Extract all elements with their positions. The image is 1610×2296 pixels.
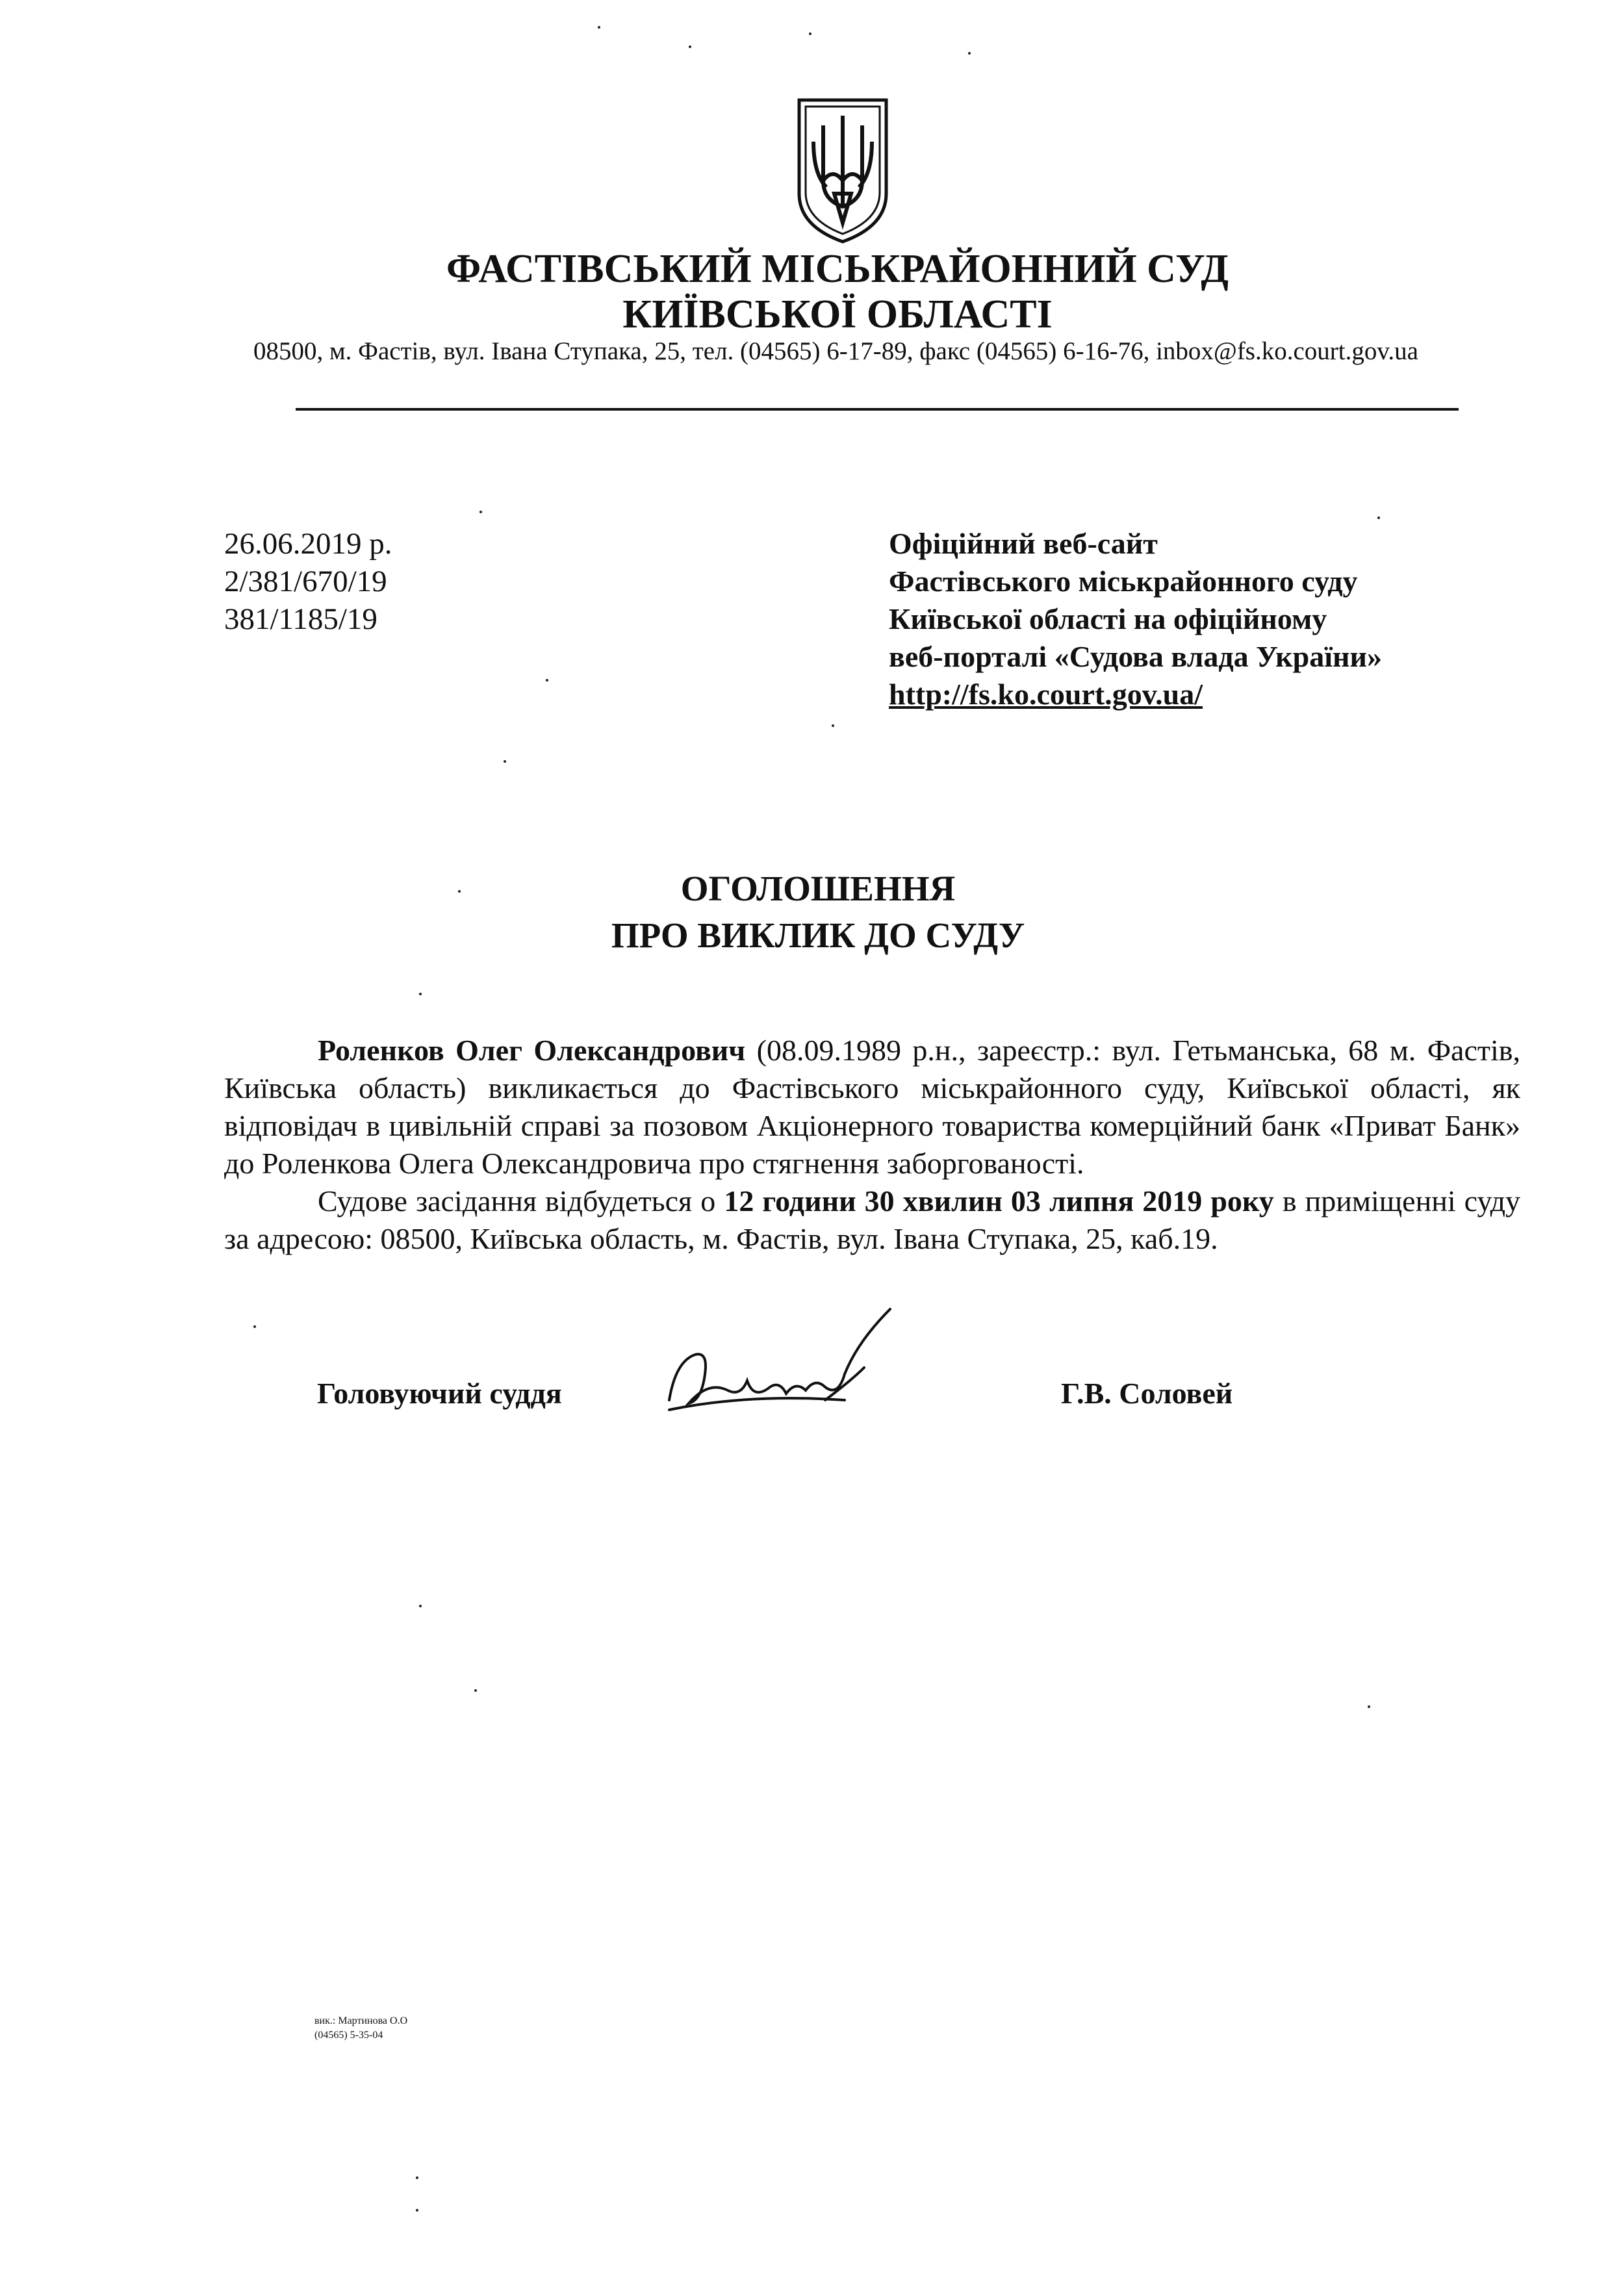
scan-speck xyxy=(474,1689,477,1692)
scan-speck xyxy=(546,679,548,682)
body-paragraph-1-text: (08.09.1989 р.н., зареєстр.: вул. Гетьманська, 68 м. Фастів, Київська область) викликається до Фастівського міськрайонного суду, Київської області, як відповідач в цивільній справі за позовом Акціонерного товариства комерційний банк «Приват Банк» до Роленкова Олега Олександровича про стягнення заборгованості. xyxy=(224,1034,1520,1180)
body-paragraph-2-start: Судове засідання відбудеться о xyxy=(318,1184,724,1218)
recipient-line3: Київської області на офіційному xyxy=(889,602,1327,635)
case-number-1: 2/381/670/19 xyxy=(224,565,387,598)
header-divider xyxy=(296,408,1459,411)
scan-speck xyxy=(689,45,691,48)
case-number-2: 381/1185/19 xyxy=(224,602,377,636)
recipient-website-link[interactable]: http://fs.ko.court.gov.ua/ xyxy=(889,678,1203,711)
body-paragraph-2 xyxy=(224,1182,1520,1258)
scan-speck xyxy=(968,52,971,55)
handwritten-signature-icon xyxy=(650,1303,910,1433)
recipient-line2: Фастівського міськрайонного суду xyxy=(889,565,1358,598)
scan-speck xyxy=(809,32,811,35)
scan-speck xyxy=(479,511,482,513)
scan-speck xyxy=(458,890,461,893)
document-meta xyxy=(224,525,392,638)
scan-speck xyxy=(416,2176,418,2179)
scan-speck xyxy=(504,760,506,763)
scan-speck xyxy=(419,993,422,995)
recipient-line1: Офіційний веб-сайт xyxy=(889,527,1158,560)
scan-speck xyxy=(598,26,600,29)
scan-speck xyxy=(1377,517,1380,519)
court-address: 08500, м. Фастів, вул. Івана Ступака, 25, тел. (04565) 6-17-89, факс (04565) 6-16-76, inbox@fs.ko.court.gov.ua xyxy=(253,337,1418,365)
notice-title: ОГОЛОШЕННЯ xyxy=(680,869,956,908)
body-paragraph-1 xyxy=(224,1032,1520,1182)
court-name-line1: ФАСТІВСЬКИЙ МІСЬКРАЙОННИЙ СУД xyxy=(446,247,1229,291)
court-name-line2: КИЇВСЬКОЇ ОБЛАСТІ xyxy=(622,292,1053,337)
signatory-role: Головуючий суддя xyxy=(317,1377,562,1410)
hearing-time: 12 години 30 хвилин 03 липня 2019 року xyxy=(724,1184,1274,1218)
scan-speck xyxy=(832,724,834,727)
scan-speck xyxy=(1368,1705,1370,1708)
document-date: 26.06.2019 р. xyxy=(224,527,392,561)
executor-phone: (04565) 5-35-04 xyxy=(314,2030,383,2041)
scan-speck xyxy=(416,2209,418,2212)
notice-body xyxy=(224,1032,1520,1258)
defendant-name: Роленков Олег Олександрович xyxy=(318,1034,746,1067)
signatory-name: Г.В. Соловей xyxy=(1061,1377,1233,1410)
body-paragraph-2-end: в приміщенні суду за адресою: 08500, Київська область, м. Фастів, вул. Івана Ступака, 25, каб.19. xyxy=(224,1184,1520,1255)
recipient-line4: веб-порталі «Судова влада України» xyxy=(889,640,1383,673)
executor-name: вик.: Мартинова О.О xyxy=(314,2015,408,2026)
scan-speck xyxy=(419,1605,422,1607)
executor-note xyxy=(314,2014,407,2043)
recipient-block xyxy=(889,525,1382,713)
scan-speck xyxy=(253,1325,256,1328)
trident-coat-of-arms-icon xyxy=(794,96,891,246)
notice-subtitle: ПРО ВИКЛИК ДО СУДУ xyxy=(611,915,1025,955)
